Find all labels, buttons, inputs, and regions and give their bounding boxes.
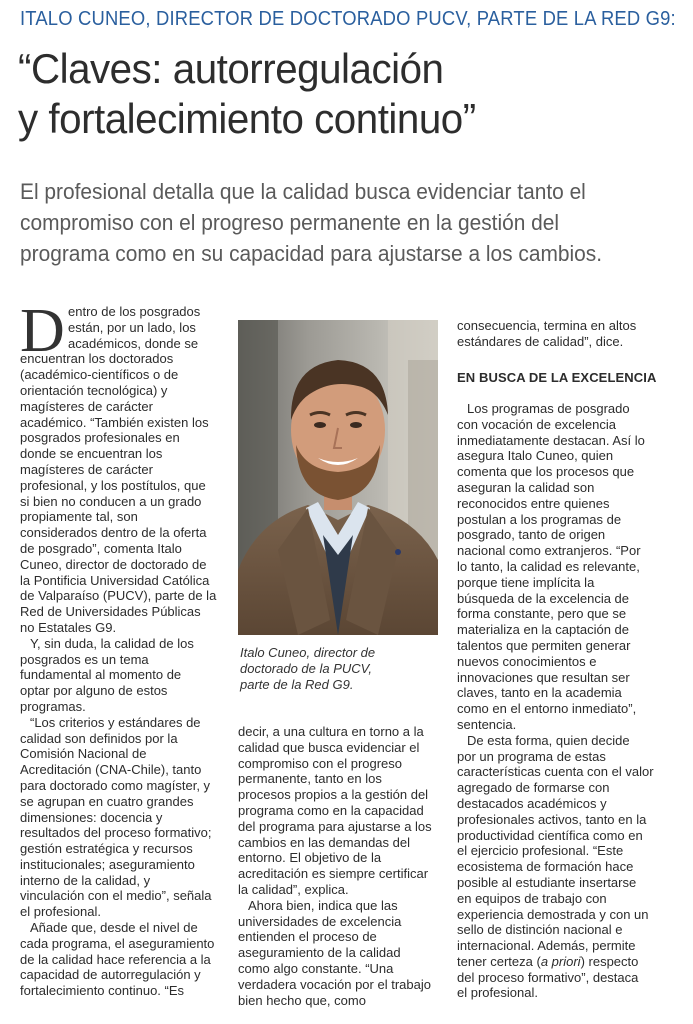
text-line: no Estatales G9. [20, 619, 117, 635]
body-column-1 [20, 297, 225, 999]
text-line: la calidad”, explica. [238, 881, 349, 897]
text-line: del proceso formativo”, destaca [457, 969, 639, 985]
text-line: calidad son definidos por la [20, 730, 178, 746]
deck-line: El profesional detalla que la calidad busca evidenciar tanto el [20, 179, 586, 204]
text-line: Comisión Nacional de [20, 746, 147, 762]
text-line: como algo constante. “Una [238, 960, 394, 976]
text-line: ecosistema de formación hace [457, 859, 634, 875]
text-line: el profesional. [20, 904, 101, 920]
text-line: académicos, donde se [68, 335, 199, 351]
text-line: programa como en la capacidad [238, 802, 424, 818]
text-fragment: ) respecto [580, 953, 639, 969]
text-line: forma constante, pero que se [457, 606, 627, 622]
text-line: institucionales; aseguramiento [20, 856, 195, 872]
text-line: entorno. El objetivo de la [238, 850, 382, 866]
text-line: entro de los posgrados [68, 304, 201, 319]
text-line: con vocación de excelencia [457, 416, 616, 432]
text-line: procesos propios a la gestión del [238, 787, 429, 803]
text-line: comenta que los procesos que [457, 464, 635, 480]
text-line: profesional, y los postítulos, que [20, 477, 206, 493]
text-line: posgrados profesionales en [20, 430, 180, 446]
text-line: porque tiene implícita la [457, 574, 595, 590]
headline-line: y fortalecimiento continuo” [18, 95, 476, 142]
text-line: donde se encuentran los [20, 446, 163, 462]
text-line: internacional. Además, permite [457, 938, 636, 954]
photo-caption [240, 645, 438, 692]
text-line: consecuencia, termina en altos [457, 318, 637, 333]
text-line: como en el entorno inmediato”, [457, 701, 637, 717]
text-line: nacional como extranjeros. “Por [457, 543, 641, 559]
text-line: posible al estudiante insertarse [457, 874, 637, 890]
caption-line: Italo Cuneo, director de [240, 645, 376, 660]
text-line: universidades de excelencia [238, 913, 402, 929]
text-line: postulan a los programas de [457, 511, 622, 527]
text-line: el profesional. [457, 985, 538, 1001]
text-line: cambios en las demandas del [238, 834, 410, 850]
caption-line: parte de la Red G9. [240, 676, 354, 692]
text-line: destacados académicos y [457, 795, 607, 811]
text-fragment: tener certeza ( [457, 953, 541, 969]
text-line: profesionales activos, tanto en la [457, 811, 647, 827]
text-line: se agrupan en cuatro grandes [20, 793, 194, 809]
text-line: permanente, tanto en los [238, 771, 382, 787]
text-line: asegura Italo Cuneo, quien [457, 448, 614, 464]
text-line: capacidad de autorregulación y [20, 967, 201, 983]
text-line: de posgrado”, comenta Italo [20, 540, 182, 556]
text-line: para doctorado como magíster, y [20, 777, 211, 793]
text-line: Cuneo, director de doctorado de [20, 556, 207, 572]
text-line: reconocidos entre quienes [457, 495, 610, 511]
body-column-3 [457, 401, 677, 1001]
article-headline [18, 44, 671, 144]
text-line: programas. [20, 698, 86, 714]
text-line: Ahora bien, indica que las [248, 897, 398, 913]
text-line: lo tanto, la calidad es relevante, [457, 558, 640, 574]
text-line: talentos que permiten generar [457, 637, 631, 653]
article-deck [20, 176, 680, 269]
text-line: Acreditación (CNA-Chile), tanto [20, 762, 202, 778]
deck-line: programa como en su capacidad para ajustarse a los cambios. [20, 241, 603, 266]
text-line: del programa para ajustarse a los [238, 818, 432, 834]
drop-cap: D [20, 297, 65, 365]
portrait-illustration [238, 320, 438, 635]
text-line: calidad que busca evidenciar el [238, 739, 420, 755]
text-line: compromiso con el progreso [238, 755, 403, 771]
text-line: magísteres de carácter [20, 398, 153, 414]
text-line: gestión estratégica y recursos [20, 841, 193, 857]
text-line: características cuenta con el valor [457, 764, 654, 780]
text-line: experiencia demostrada y con un [457, 906, 649, 922]
text-line: nuevos conocimientos e [457, 653, 597, 669]
text-line: innovaciones que resultan ser [457, 669, 630, 685]
text-line: optar por alguno de estos [20, 683, 168, 699]
text-line: cada programa, el aseguramiento [20, 935, 215, 951]
text-line [457, 954, 677, 970]
text-line: decir, a una cultura en torno a la [238, 724, 424, 739]
text-line: sentencia. [457, 716, 517, 732]
text-line: están, por un lado, los [68, 319, 196, 335]
portrait-photo [238, 320, 438, 635]
text-line: vinculación con el medio”, señala [20, 888, 212, 904]
text-line: “Los criterios y estándares de [30, 714, 201, 730]
text-line: verdadera vocación por el trabajo [238, 976, 431, 992]
italic-term: a priori [540, 953, 581, 969]
text-line: propiamente tal, son [20, 509, 138, 525]
body-column-3-top [457, 318, 677, 350]
text-line: productividad científica como en [457, 827, 643, 843]
text-line: estándares de calidad”, dice. [457, 333, 624, 349]
text-line: magísteres de carácter [20, 461, 153, 477]
body-column-2 [238, 724, 443, 1008]
text-line: considerados dentro de la oferta [20, 525, 207, 541]
text-line: dimensiones: docencia y [20, 809, 163, 825]
text-line: interno de la calidad, y [20, 872, 151, 888]
text-line: Y, sin duda, la calidad de los [30, 635, 194, 651]
text-line: (académico-científicos o de [20, 367, 179, 383]
text-line: sello de distinción nacional e [457, 922, 623, 938]
text-line: académico. “También existen los [20, 414, 209, 430]
text-line: Añade que, desde el nivel de [30, 920, 198, 936]
text-line: por un programa de estas [457, 748, 606, 764]
text-line: Red de Universidades Públicas [20, 604, 201, 620]
text-line: resultados del proceso formativo; [20, 825, 212, 841]
text-line: posgrados es un tema [20, 651, 149, 667]
article-kicker: ITALO CUNEO, DIRECTOR DE DOCTORADO PUCV, PARTE DE LA RED G9: [20, 8, 676, 30]
text-line: el ejercicio profesional. “Este [457, 843, 624, 859]
deck-line: compromiso con el progreso permanente en la gestión del [20, 210, 560, 235]
text-line: en equipos de trabajo con [457, 890, 607, 906]
text-line: aseguramiento de la calidad [238, 945, 401, 961]
text-line: materializa en la captación de [457, 622, 629, 638]
text-line: inmediatamente destacan. Así lo [457, 432, 645, 448]
text-line: aseguran la calidad son [457, 479, 595, 495]
text-line: orientación tecnológica) y [20, 382, 168, 398]
text-line: búsqueda de la excelencia de [457, 590, 630, 606]
text-line: de la calidad hace referencia a la [20, 951, 211, 967]
text-line: Los programas de posgrado [467, 401, 630, 416]
text-line: posgrado, tanto de origen [457, 527, 606, 543]
text-line: encuentran los doctorados [20, 351, 174, 367]
text-line: acreditación es siempre certificar [238, 866, 429, 882]
text-line: de Valparaíso (PUCV), parte de la [20, 588, 217, 604]
text-line: entienden el proceso de [238, 929, 377, 945]
section-heading: EN BUSCA DE LA EXCELENCIA [457, 370, 657, 385]
text-line: si bien no conducen a un grado [20, 493, 202, 509]
headline-line: “Claves: autorregulación [18, 45, 444, 92]
text-line: De esta forma, quien decide [467, 732, 630, 748]
caption-line: doctorado de la PUCV, [240, 660, 372, 676]
text-line: claves, tanto en la academia [457, 685, 622, 701]
text-line: fortalecimiento continuo. “Es [20, 983, 185, 999]
text-line: fundamental al momento de [20, 667, 182, 683]
text-line: bien hecho que, como [238, 992, 366, 1008]
text-line: la Pontificia Universidad Católica [20, 572, 210, 588]
text-line: agregado de formarse con [457, 780, 610, 796]
